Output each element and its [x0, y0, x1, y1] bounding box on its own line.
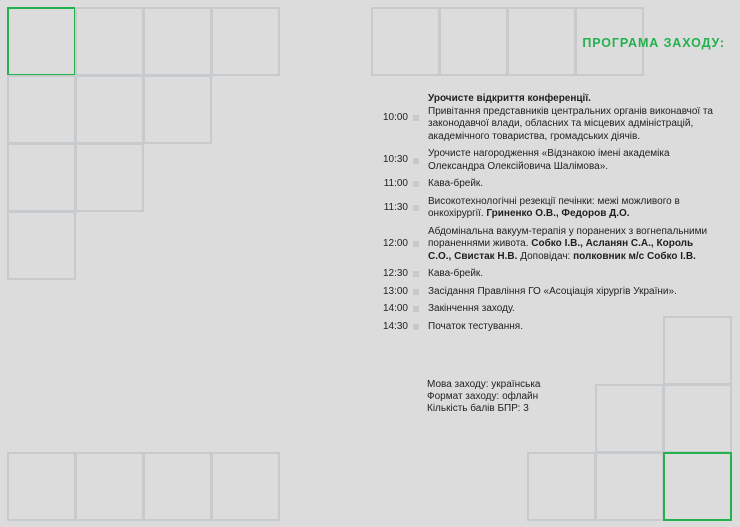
- info-points: Кількість балів БПР: 3: [427, 403, 529, 414]
- schedule-text: [428, 148, 715, 173]
- schedule-item: [375, 148, 715, 173]
- tile: [75, 75, 144, 144]
- schedule-text-bold: Собко І.В., Асланян С.А., Король С.О., Свистак Н.В.: [428, 238, 694, 262]
- schedule-text-part: Кава-брейк.: [428, 178, 484, 189]
- schedule-list: [375, 93, 715, 333]
- bullet-marker-icon: [413, 181, 419, 187]
- schedule-text-part: Закінчення заходу.: [428, 303, 515, 314]
- bullet-marker-icon: [413, 324, 419, 330]
- schedule-text: [428, 286, 715, 299]
- schedule-text-part: Кава-брейк.: [428, 268, 484, 279]
- tile: [595, 384, 664, 453]
- schedule-time: 12:00: [382, 238, 408, 249]
- schedule-item: [375, 196, 715, 221]
- tile: [75, 7, 144, 76]
- schedule-text-part: Урочисте нагородження «Відзнакою імені академіка Олександра Олексійовича Шалімова».: [428, 148, 670, 172]
- bullet-marker-icon: [413, 289, 419, 295]
- schedule-item: [375, 303, 715, 316]
- schedule-item: [375, 178, 715, 191]
- schedule-time: 13:00: [382, 285, 408, 297]
- tile: [527, 452, 596, 521]
- schedule-text: [428, 321, 715, 334]
- tile: [439, 7, 508, 76]
- tile: [7, 143, 76, 212]
- schedule-text-bold: Урочисте відкриття конференції.: [428, 93, 591, 104]
- tile: [75, 143, 144, 212]
- schedule-time: 12:30: [382, 268, 408, 279]
- schedule-time: 10:00: [382, 111, 408, 123]
- tile-accent: [663, 452, 732, 521]
- schedule-item: [375, 226, 715, 264]
- bullet-marker-icon: [413, 271, 419, 277]
- bullet-marker-icon: [413, 205, 419, 211]
- schedule-text-bold: Гриненко О.В., Федоров Д.О.: [486, 208, 630, 219]
- tile-accent: [7, 7, 76, 76]
- tile: [143, 452, 212, 521]
- schedule-time: 14:00: [382, 303, 408, 314]
- schedule-text-bold: полковник м/с Собко І.В.: [573, 250, 696, 262]
- schedule-item: [375, 93, 715, 143]
- schedule-text: [428, 196, 715, 221]
- schedule-text-part: Початок тестування.: [428, 320, 523, 332]
- tile: [211, 452, 280, 521]
- tile: [595, 452, 664, 521]
- schedule-time: 11:00: [383, 178, 408, 189]
- schedule-item: [375, 321, 715, 334]
- page-title: ПРОГРАМА ЗАХОДУ:: [582, 36, 725, 50]
- event-info: [427, 379, 540, 415]
- schedule-text: [428, 178, 715, 191]
- info-language: Мова заходу: українська: [427, 379, 541, 390]
- tile: [143, 75, 212, 144]
- schedule-text-part: Засідання Правління ГО «Асоціація хірургів України».: [428, 285, 677, 297]
- schedule-time: 10:30: [382, 154, 408, 166]
- tile: [371, 7, 440, 76]
- schedule-text-part: Абдомінальна вакуум-терапія у поранених з вогнепальними пораненнями живота.: [428, 225, 708, 249]
- tile: [7, 211, 76, 280]
- tile: [211, 7, 280, 76]
- bullet-marker-icon: [413, 241, 419, 247]
- info-format: Формат заходу: офлайн: [427, 391, 539, 402]
- schedule-item: [375, 268, 715, 281]
- schedule-text-part: Привітання представників центральних органів виконавчої та законодавчої влади, обласних та місцевих адміністрацій, академічного товариства, громадських діячів.: [428, 105, 713, 142]
- schedule-time: 11:30: [383, 201, 408, 213]
- bullet-marker-icon: [413, 306, 419, 312]
- tile: [143, 7, 212, 76]
- tile: [663, 384, 732, 453]
- schedule-text-part: Доповідач:: [517, 250, 574, 262]
- bullet-marker-icon: [413, 158, 419, 164]
- bullet-marker-icon: [413, 115, 419, 121]
- tile: [7, 75, 76, 144]
- schedule-text-part: Високотехнологічні резекції печінки: межі можливого в онкохірургії.: [428, 195, 680, 219]
- schedule-text: [428, 268, 715, 281]
- schedule-text: [428, 303, 715, 316]
- schedule-time: 14:30: [382, 320, 408, 332]
- tile: [7, 452, 76, 521]
- tile: [75, 452, 144, 521]
- schedule-text: [428, 226, 715, 264]
- schedule-item: [375, 286, 715, 299]
- schedule-text: [428, 93, 715, 143]
